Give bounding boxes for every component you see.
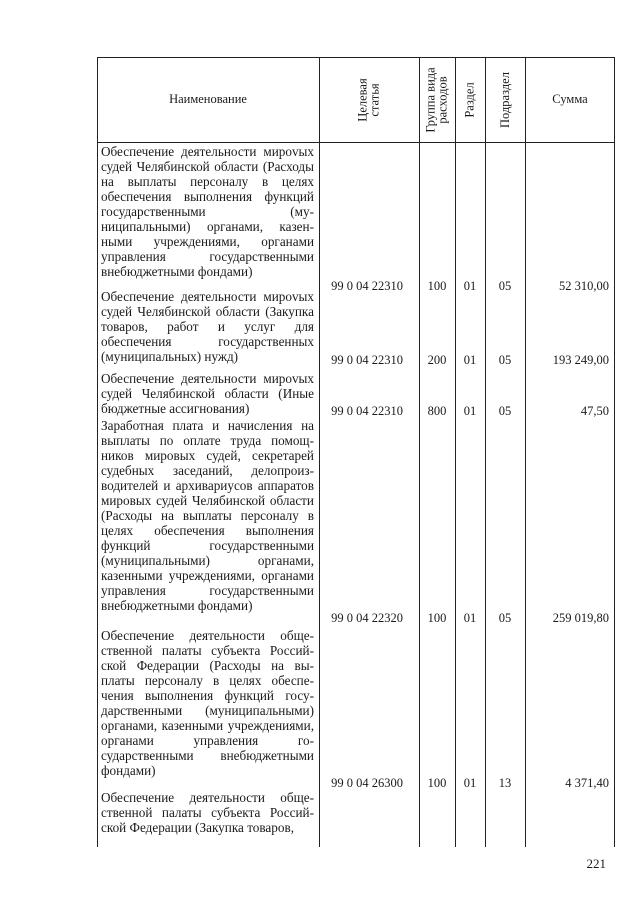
row-name: Заработная плата и начисления на выплаты по оплате труда помощников мировых судей, секретарей судебных заседаний, делопроизводителей и архивариусов аппаратов мировых судей Челябинской области (Расходы на выплаты персоналу в целях обеспечения выполнения функций государственными (муниципальными) органами, казенными учреждениями, органами управления государственными внебюджетными фондами) bbox=[101, 418, 314, 613]
header-sum bbox=[525, 57, 615, 142]
row-name: Обеспечение деятельности общественной палаты субъекта Российской Федерации (Закупка товаров, bbox=[101, 790, 314, 835]
row-expense-group: 100 bbox=[427, 611, 447, 625]
header-target-line2: статья bbox=[368, 82, 382, 117]
header-subsection bbox=[485, 57, 525, 142]
row-section: 01 bbox=[463, 776, 477, 790]
row-name: Обеспечение деятельности общественной палаты субъекта Российской Федерации (Расходы на выплаты персоналу в целях обеспечения выполнения функций государственными (муниципальными) органами, казенными учреждениями, органами управления государственными внебюджетными фондами) bbox=[101, 628, 314, 778]
header-group-line1: Группа вида bbox=[424, 66, 439, 133]
row-target-article: 99 0 04 22310 bbox=[331, 404, 403, 418]
row-subsection: 13 bbox=[498, 776, 512, 790]
header-name bbox=[97, 57, 319, 142]
row-expense-group: 100 bbox=[427, 279, 447, 293]
row-name: Обеспечение деятельности мироvых судей Челябинской области (Расходы на выплаты персоналу в целях обеспечения выполнения функций государственными (муниципальными) органами, казенными учреждениями, органами управления государственными внебюджетными фондами) bbox=[101, 144, 314, 279]
row-expense-group: 200 bbox=[427, 353, 447, 367]
row-subsection: 05 bbox=[498, 611, 512, 625]
table-row bbox=[97, 790, 615, 847]
header-subsection-label: Подраздел bbox=[498, 71, 512, 128]
header-bottom-border bbox=[97, 142, 615, 143]
header-sum-label: Сумма bbox=[552, 92, 588, 106]
header-section bbox=[455, 57, 485, 142]
row-subsection: 05 bbox=[498, 353, 512, 367]
row-section: 01 bbox=[463, 404, 477, 418]
table-row bbox=[97, 289, 615, 367]
row-target-article: 99 0 04 22310 bbox=[331, 353, 403, 367]
table-row bbox=[97, 628, 615, 793]
header-target-article bbox=[319, 57, 419, 142]
table-row bbox=[97, 144, 615, 294]
row-target-article: 99 0 04 22320 bbox=[331, 611, 403, 625]
header-expense-group bbox=[419, 57, 455, 142]
row-name: Обеспечение деятельности мироvых судей Челябинской области (Закупка товаров, работ и услуг для обеспечения государственных (муниципальных) нужд) bbox=[101, 289, 314, 364]
row-sum: 52 310,00 bbox=[559, 279, 609, 293]
budget-table bbox=[97, 57, 615, 847]
header-group-line2: расходов bbox=[436, 75, 451, 124]
row-sum: 259 019,80 bbox=[552, 611, 609, 625]
row-expense-group: 800 bbox=[427, 404, 447, 418]
row-subsection: 05 bbox=[498, 404, 512, 418]
table-row bbox=[97, 371, 615, 416]
header-target-line1: Целевая bbox=[356, 77, 370, 122]
table-row bbox=[97, 418, 615, 628]
row-section: 01 bbox=[463, 353, 477, 367]
row-expense-group: 100 bbox=[427, 776, 447, 790]
row-section: 01 bbox=[463, 611, 477, 625]
row-sum: 47,50 bbox=[580, 404, 609, 418]
row-target-article: 99 0 04 26300 bbox=[331, 776, 403, 790]
row-name: Обеспечение деятельности мироvых судей Челябинской области (Иные бюджетные ассигнования) bbox=[101, 371, 314, 416]
row-sum: 4 371,40 bbox=[565, 776, 609, 790]
page-number: 221 bbox=[586, 856, 606, 871]
row-section: 01 bbox=[463, 279, 477, 293]
row-sum: 193 249,00 bbox=[552, 353, 609, 367]
row-subsection: 05 bbox=[498, 279, 512, 293]
header-section-label: Раздел bbox=[463, 81, 478, 118]
header-name-label: Наименование bbox=[169, 92, 247, 106]
row-target-article: 99 0 04 22310 bbox=[331, 279, 403, 293]
